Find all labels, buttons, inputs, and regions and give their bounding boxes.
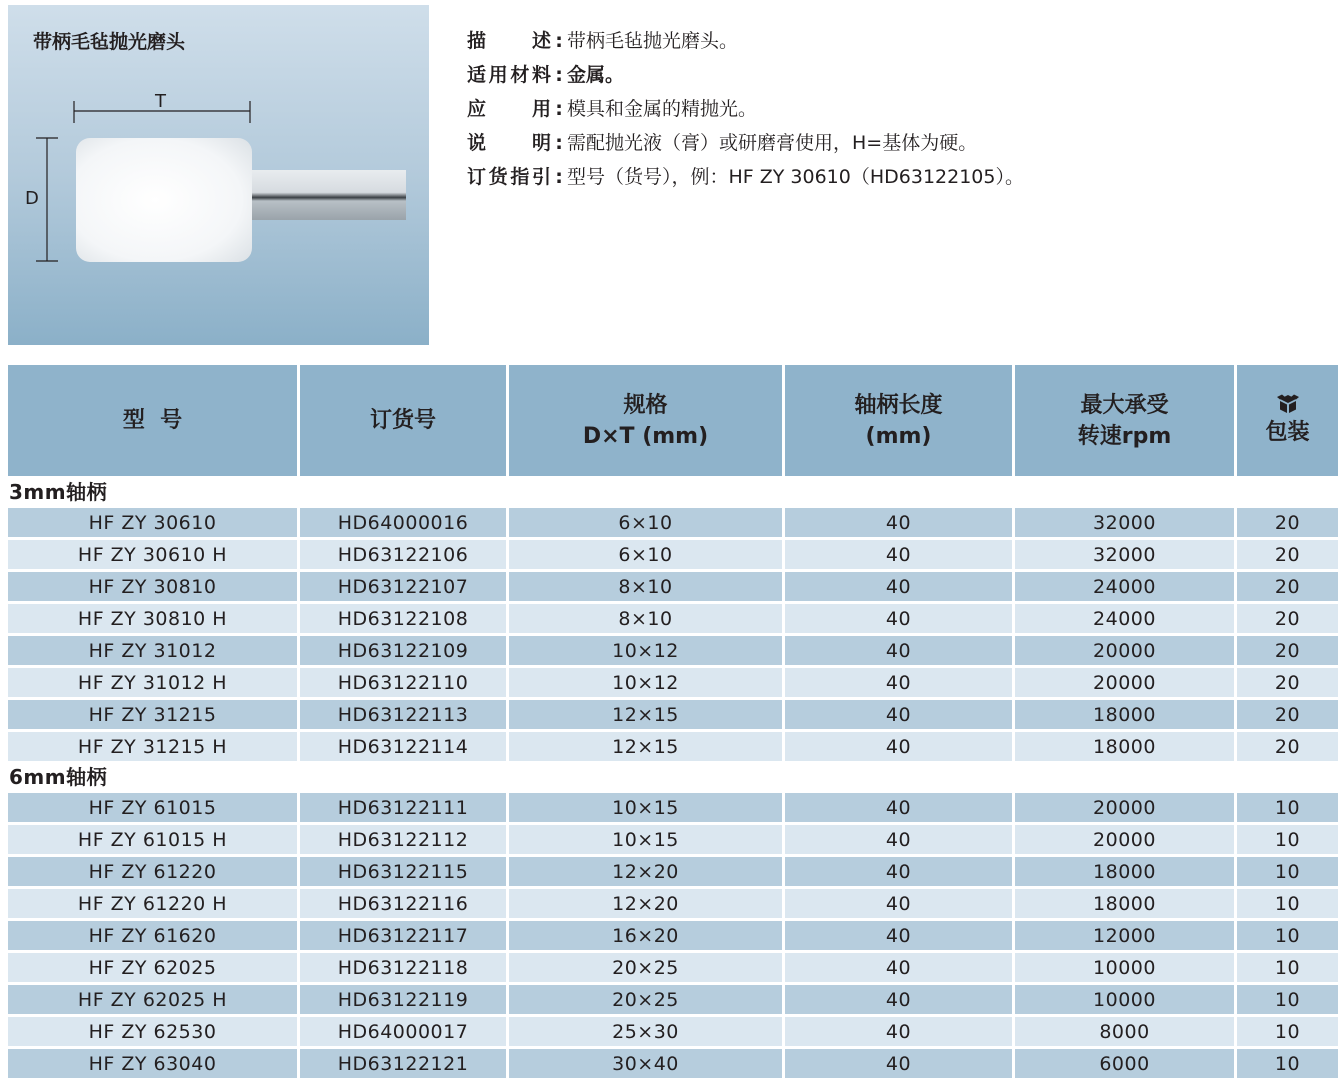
max-speed-cell: 18000 [1015, 697, 1237, 729]
table-row [8, 601, 1338, 633]
model-cell: HF ZY 62530 [8, 1014, 300, 1046]
shank-length-cell: 40 [785, 950, 1015, 982]
spec-cell: 8×10 [509, 569, 785, 601]
description-label: 描述 [467, 30, 551, 52]
pack-cell: 20 [1237, 505, 1338, 537]
order-number-cell: HD63122115 [300, 854, 509, 886]
shank-length-cell: 40 [785, 537, 1015, 569]
order-number-cell: HD63122110 [300, 665, 509, 697]
order-number-cell: HD64000017 [300, 1014, 509, 1046]
header-spec: 规格 D×T (mm) [509, 365, 785, 476]
note-label: 说明 [467, 132, 551, 154]
shank-length-cell: 40 [785, 729, 1015, 761]
table-row [8, 665, 1338, 697]
order-number-cell: HD63122116 [300, 886, 509, 918]
table-row [8, 790, 1338, 822]
box-icon [1276, 393, 1300, 415]
shank-length-cell: 40 [785, 601, 1015, 633]
pack-cell: 10 [1237, 886, 1338, 918]
shank-length-cell: 40 [785, 665, 1015, 697]
table-row [8, 505, 1338, 537]
max-speed-cell: 20000 [1015, 665, 1237, 697]
order-number-cell: HD63122106 [300, 537, 509, 569]
table-row [8, 886, 1338, 918]
table-row [8, 729, 1338, 761]
order-number-cell: HD63122117 [300, 918, 509, 950]
dimension-t-label: T [155, 91, 166, 112]
felt-bob-diagram [8, 5, 429, 345]
header-pack: 包装 [1237, 365, 1338, 476]
order-guide-value: 型号（货号），例：HF ZY 30610（HD63122105）。 [567, 166, 1024, 188]
model-cell: HF ZY 30810 [8, 569, 300, 601]
pack-cell: 10 [1237, 1014, 1338, 1046]
dimension-d-label: D [25, 188, 39, 209]
application-row: 应用 : 模具和金属的精抛光。 [467, 92, 1024, 126]
model-cell: HF ZY 62025 [8, 950, 300, 982]
table-row [8, 537, 1338, 569]
model-cell: HF ZY 61015 [8, 790, 300, 822]
spec-cell: 6×10 [509, 505, 785, 537]
order-number-cell: HD63122118 [300, 950, 509, 982]
model-cell: HF ZY 61620 [8, 918, 300, 950]
table-row [8, 822, 1338, 854]
shank-length-cell: 40 [785, 886, 1015, 918]
order-guide-row: 订货指引 : 型号（货号），例：HF ZY 30610（HD63122105）。 [467, 160, 1024, 194]
product-image-panel [8, 5, 429, 345]
shank-length-cell: 40 [785, 822, 1015, 854]
header-max-speed: 最大承受 转速rpm [1015, 365, 1237, 476]
group-title: 3mm轴柄 [8, 476, 1338, 505]
model-cell: HF ZY 30610 H [8, 537, 300, 569]
pack-cell: 20 [1237, 569, 1338, 601]
spec-cell: 10×12 [509, 665, 785, 697]
max-speed-cell: 20000 [1015, 790, 1237, 822]
spec-cell: 8×10 [509, 601, 785, 633]
shank-length-cell: 40 [785, 697, 1015, 729]
pack-cell: 20 [1237, 665, 1338, 697]
max-speed-cell: 20000 [1015, 633, 1237, 665]
spec-cell: 20×25 [509, 950, 785, 982]
spec-cell: 10×15 [509, 790, 785, 822]
spec-cell: 12×20 [509, 886, 785, 918]
description-value: 带柄毛毡抛光磨头。 [567, 30, 739, 52]
pack-cell: 10 [1237, 950, 1338, 982]
order-number-cell: HD63122112 [300, 822, 509, 854]
table-row [8, 1014, 1338, 1046]
shank-length-cell: 40 [785, 1046, 1015, 1078]
pack-cell: 20 [1237, 729, 1338, 761]
order-number-cell: HD63122109 [300, 633, 509, 665]
pack-cell: 10 [1237, 790, 1338, 822]
order-number-cell: HD63122119 [300, 982, 509, 1014]
model-cell: HF ZY 63040 [8, 1046, 300, 1078]
model-cell: HF ZY 31215 [8, 697, 300, 729]
shank-length-cell: 40 [785, 918, 1015, 950]
shank-length-cell: 40 [785, 569, 1015, 601]
table-row [8, 1046, 1338, 1078]
shank-length-cell: 40 [785, 854, 1015, 886]
table-row [8, 950, 1338, 982]
spec-cell: 10×12 [509, 633, 785, 665]
header-order-number: 订货号 [300, 365, 509, 476]
note-value: 需配抛光液（膏）或研磨膏使用，H=基体为硬。 [567, 132, 978, 154]
product-description [467, 24, 1024, 194]
shank-length-cell: 40 [785, 982, 1015, 1014]
table-row [8, 918, 1338, 950]
pack-cell: 20 [1237, 601, 1338, 633]
max-speed-cell: 18000 [1015, 854, 1237, 886]
spec-cell: 12×15 [509, 729, 785, 761]
table-header-row [8, 365, 1338, 476]
pack-cell: 10 [1237, 918, 1338, 950]
max-speed-cell: 8000 [1015, 1014, 1237, 1046]
pack-cell: 20 [1237, 537, 1338, 569]
shank-length-cell: 40 [785, 505, 1015, 537]
order-number-cell: HD64000016 [300, 505, 509, 537]
order-guide-label: 订货指引 [467, 166, 551, 188]
max-speed-cell: 6000 [1015, 1046, 1237, 1078]
table-row [8, 697, 1338, 729]
spec-cell: 6×10 [509, 537, 785, 569]
max-speed-cell: 10000 [1015, 982, 1237, 1014]
table-row [8, 633, 1338, 665]
header-model: 型 号 [8, 365, 300, 476]
material-row: 适用材料 : 金属。 [467, 58, 1024, 92]
model-cell: HF ZY 30610 [8, 505, 300, 537]
material-label: 适用材料 [467, 64, 551, 86]
model-cell: HF ZY 61220 [8, 854, 300, 886]
order-number-cell: HD63122113 [300, 697, 509, 729]
pack-cell: 10 [1237, 822, 1338, 854]
application-label: 应用 [467, 98, 551, 120]
max-speed-cell: 18000 [1015, 886, 1237, 918]
description-row: 描述 : 带柄毛毡抛光磨头。 [467, 24, 1024, 58]
product-title: 带柄毛毡抛光磨头 [33, 31, 186, 53]
spec-cell: 10×15 [509, 822, 785, 854]
max-speed-cell: 32000 [1015, 505, 1237, 537]
spec-table [8, 365, 1338, 1078]
pack-cell: 10 [1237, 982, 1338, 1014]
order-number-cell: HD63122121 [300, 1046, 509, 1078]
table-row [8, 569, 1338, 601]
pack-cell: 10 [1237, 854, 1338, 886]
table-row [8, 982, 1338, 1014]
pack-cell: 20 [1237, 633, 1338, 665]
spec-cell: 12×20 [509, 854, 785, 886]
felt-head [76, 138, 252, 262]
model-cell: HF ZY 30810 H [8, 601, 300, 633]
max-speed-cell: 18000 [1015, 729, 1237, 761]
max-speed-cell: 32000 [1015, 537, 1237, 569]
order-number-cell: HD63122111 [300, 790, 509, 822]
shank-length-cell: 40 [785, 790, 1015, 822]
shank-length-cell: 40 [785, 633, 1015, 665]
note-row: 说明 : 需配抛光液（膏）或研磨膏使用，H=基体为硬。 [467, 126, 1024, 160]
max-speed-cell: 10000 [1015, 950, 1237, 982]
order-number-cell: HD63122108 [300, 601, 509, 633]
group-title: 6mm轴柄 [8, 761, 1338, 790]
group-header-row [8, 761, 1338, 790]
max-speed-cell: 24000 [1015, 569, 1237, 601]
model-cell: HF ZY 31215 H [8, 729, 300, 761]
shank-length-cell: 40 [785, 1014, 1015, 1046]
model-cell: HF ZY 61015 H [8, 822, 300, 854]
spec-cell: 16×20 [509, 918, 785, 950]
shank [246, 170, 406, 220]
spec-cell: 12×15 [509, 697, 785, 729]
model-cell: HF ZY 62025 H [8, 982, 300, 1014]
header-shank-length: 轴柄长度 (mm) [785, 365, 1015, 476]
pack-cell: 20 [1237, 697, 1338, 729]
application-value: 模具和金属的精抛光。 [567, 98, 758, 120]
table-body [8, 476, 1338, 1078]
pack-cell: 10 [1237, 1046, 1338, 1078]
order-number-cell: HD63122114 [300, 729, 509, 761]
model-cell: HF ZY 61220 H [8, 886, 300, 918]
spec-cell: 25×30 [509, 1014, 785, 1046]
spec-cell: 30×40 [509, 1046, 785, 1078]
group-header-row [8, 476, 1338, 505]
table-row [8, 854, 1338, 886]
max-speed-cell: 24000 [1015, 601, 1237, 633]
order-number-cell: HD63122107 [300, 569, 509, 601]
model-cell: HF ZY 31012 [8, 633, 300, 665]
spec-cell: 20×25 [509, 982, 785, 1014]
max-speed-cell: 20000 [1015, 822, 1237, 854]
max-speed-cell: 12000 [1015, 918, 1237, 950]
material-value: 金属。 [567, 64, 625, 86]
model-cell: HF ZY 31012 H [8, 665, 300, 697]
